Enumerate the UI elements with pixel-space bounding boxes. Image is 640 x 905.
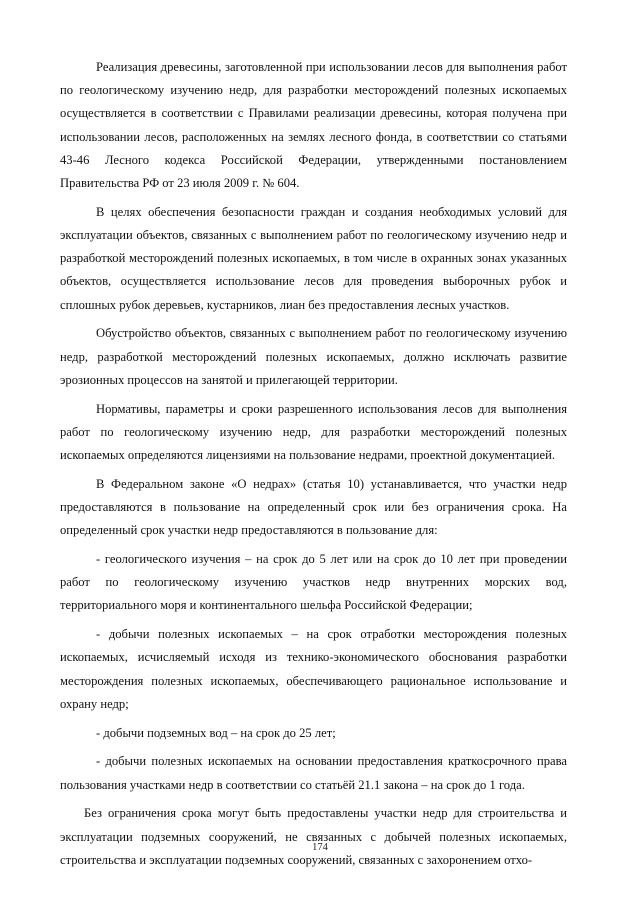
list-item-short-term: - добычи полезных ископаемых на основании предоставления краткосрочного права пользования участками недр в соответствии со статьёй 21.1 закона – на срок до 1 года. [60, 754, 567, 792]
paragraph-erosion: Обустройство объектов, связанных с выполнением работ по геологическому изучению недр, разработкой месторождений полезных ископаемых, должно исключать развитие эрозионных процессов на занятой и прилегающей территории. [60, 326, 567, 387]
page-number: 174 [312, 842, 328, 853]
paragraph-safety-felling: В целях обеспечения безопасности граждан и создания необходимых условий для эксплуатации объектов, связанных с выполнением работ по геологическому изучению недр и разработкой месторождений полезных ископаемых, в том числе в охранных зонах указанных объектов, осуществляется использование лесов для проведения выборочных рубок и сплошных рубок деревьев, кустарников, лиан без предоставления лесных участков. [60, 204, 567, 312]
paragraph-timber-sale: Реализация древесины, заготовленной при использовании лесов для выполнения работ по геологическому изучению недр, для разработки месторождений полезных ископаемых осуществляется в соответствии с Правилами реализации древесины, которая получена при использовании лесов, расположенных на землях лесного фонда, в соответствии со статьями 43-46 Лесного кодекса Российской Федерации, утвержденными постановлением Правительства РФ от 23 июля 2009 г. № 604. [60, 60, 567, 191]
paragraph-norms: Нормативы, параметры и сроки разрешенного использования лесов для выполнения работ по геологическому изучению недр, для разработки месторождений полезных ископаемых определяются лицензиями на пользование недрами, проектной документацией. [60, 401, 567, 463]
list-item-mineral-extraction: - добычи полезных ископаемых – на срок отработки месторождения полезных ископаемых, исчисляемый исходя из технико-экономического обоснования разработки месторождения полезных ископаемых, обеспечивающего рациональное использование и охрану недр; [60, 627, 567, 711]
list-item-geological-study: - геологического изучения – на срок до 5 лет или на срок до 10 лет при проведении работ по геологическому изучению участков недр внутренних морских вод, территориального моря и континентального шельфа Российской Федерации; [60, 552, 567, 613]
paragraph-unlimited-term: Без ограничения срока могут быть предоставлены участки недр для строительства и эксплуатации подземных сооружений, не связанных с добычей полезных ископаемых, строительства и эксплуатации подземных сооружений, связанных с захоронением отхо- [60, 806, 567, 867]
list-item-groundwater: - добычи подземных вод – на срок до 25 лет; [96, 725, 336, 740]
document-body [60, 56, 567, 872]
paragraph-subsoil-law: В Федеральном законе «О недрах» (статья 10) устанавливается, что участки недр предоставляются в пользование на определенный срок или без ограничения срока. На определенный срок участки недр предоставляются в пользование для: [60, 476, 567, 538]
